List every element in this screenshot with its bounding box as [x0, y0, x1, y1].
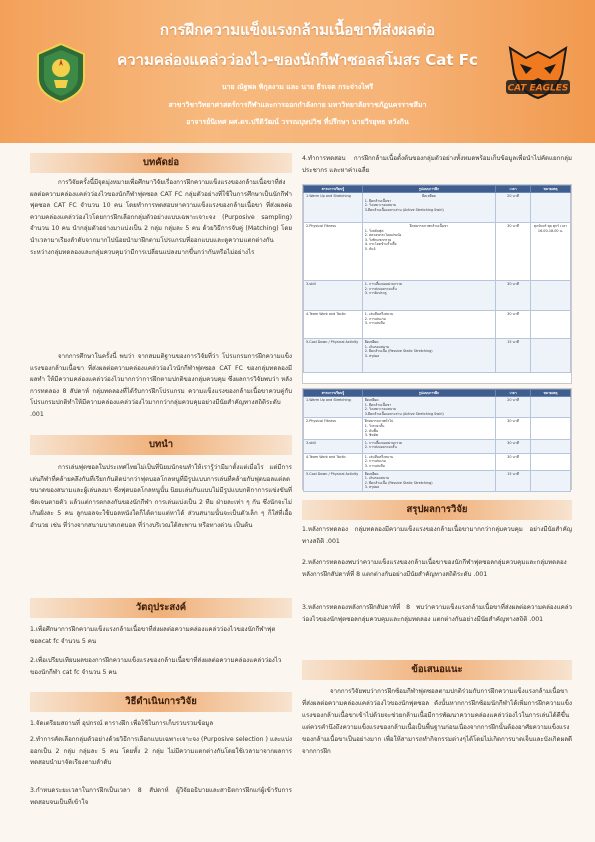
abstract-para1: การวิจัยครั้งนี้มีจุดมุ่งหมายเพื่อศึกษาวิจัยเรื่องการฝึกความแข็งแรงของกล้ามเนื้อขาที่ส่งผลต่อความคล่องแคล่วว่องไวของนักกีฬาฟุตซอล CAT FC กลุ่มตัวอย่างที่ใช้ในการศึกษาเป็นนักกีฬาฟุตซอล CAT FC จำนวน 10 คน โดยทำการทดสอบหาความแข็งแรงของกล้ามเนื้อขา ที่ส่งผลต่อความคล่องแคล่วว่องไวโดยการฝึกเลือกกลุ่มตัวอย่างแบบเฉพาะเจาะจง (Purposive sampling) จำนวน 10 คน นำกลุ่มตัวอย่างมาแบ่งเป็น 2 กลุ่ม กลุ่มละ 5 คน ด้วยวิธีการจับคู่ (Matching) โดยนำเวลามาเรียงลำดับจากมากไปน้อยนำมาฝึกตามโปรแกรมที่ออกแบบและดูความแตกต่างกันระหว่างกลุ่มทดลองและกลุ่มควบคุมว่ามีการเปลี่ยนแปลงมากขึ้นกว่ากันหรือไม่อย่างไร: [30, 179, 292, 256]
table-cell: [362, 281, 496, 311]
cell-line: 2. การส่งบอลระยะสั้น: [364, 286, 397, 291]
abstract-heading: บทคัดย่อ: [30, 153, 292, 173]
table-header: หมายเหตุ: [530, 186, 570, 193]
table-header: เวลา: [496, 186, 531, 193]
suggestions-heading: ข้อเสนอแนะ: [302, 660, 572, 680]
objectives-heading: วัตถุประสงค์: [30, 598, 292, 618]
table-header: รูปแบบการฝึก: [362, 390, 496, 397]
table-cell: 2.Physical Fitness: [304, 418, 363, 439]
cell-line: 1. เดินรอบสนาม: [364, 344, 390, 349]
department: สาขาวิชาวิทยาศาสตร์การกีฬาและการออกกำลังกาย มหาวิทยาลัยราชภัฏนครราชสีมา: [168, 101, 427, 109]
table-cell: [530, 418, 570, 439]
table-cell: 15 นาที: [496, 339, 531, 373]
table-cell: 30 นาที: [496, 223, 531, 281]
result-item-2: 2.หลังการทดลองพบว่าความแข็งแรงของกล้ามเนื้อขาของนักกีฬาฟุตซอลกลุ่มควบคุมและกลุ่มทดลอง หลังการฝึกสัปดาห์ที่ 8 แตกต่างกันอย่างมีนัยสำคัญทางสถิติระดับ .001: [302, 559, 567, 578]
table-row: [304, 470, 571, 491]
table-cell: 2.Physical Fitness: [304, 223, 363, 281]
cell-line: 2. การเล่นเกม: [364, 316, 386, 321]
table-row: [304, 311, 571, 339]
table-cell: 30 นาที: [496, 311, 531, 339]
table-cell: 15 นาที: [496, 470, 531, 491]
table-cell: 20 นาที: [496, 193, 531, 223]
cell-line: 1. เล่นทีมครึ่งสนาม: [364, 312, 394, 316]
abstract-para2: จากการศึกษาในครั้งนี้ พบว่า จากสมมติฐานของการวิจัยที่ว่า โปรแกรมการฝึกความแข็งแรงของกล้ามเนื้อขา ที่ส่งผลต่อความคล่องแคล่วว่องไวนักกีฬาฟุตซอล CAT FC ของกลุ่มทดลองมีผลทำ ให้มีความคล่องแคล่วว่องไวมากกว่าการฝึกตามปกติของกลุ่มควบคุม ซึ่งผลการวิจัยพบว่า หลังการทดลอง 8 สัปดาห์ กลุ่มทดลองที่ได้รับการฝึกโปรแกรม ความแข็งแรงของกล้ามเนื้อขาควบคู่กับโปรแกรมปกติทำให้มีความคล่องแคล่วว่องไวมากกว่ากลุ่มควบคุมอย่างมีนัยสำคัญทางสถิติระดับ .001: [30, 353, 292, 418]
table-cell: 20 นาที: [496, 397, 531, 418]
table-header: สาระการเรียนรู้: [304, 186, 363, 193]
table-cell: [530, 281, 570, 311]
table-cell: [530, 397, 570, 418]
cell-line: 2. ยืดกล้ามเนื้อ (Passive Static Stretching): [364, 349, 433, 354]
table-cell: [530, 311, 570, 339]
table-cell: 3.skill: [304, 439, 363, 453]
advisors: อาจารย์นิเทศ ผศ.ดร.ปรีดิวัฒน์ วรรณบุษปวิช ที่ปรึกษา นายวีรยุทธ หวังกิน: [186, 118, 409, 126]
table-cell: 5.Cool Down / Physical Activity: [304, 339, 363, 373]
table-cell: [530, 470, 570, 491]
cell-line: ยืดเหยียด: [422, 194, 436, 198]
method-heading: วิธีดำเนินการวิจัย: [30, 692, 292, 712]
table-cell: 30 นาที: [496, 453, 531, 470]
university-logo-icon: [32, 42, 90, 104]
cell-line: 2. ยืดกล้ามเนื้อ (Passive Static Stretching): [364, 480, 433, 485]
cell-line: 2. วิ่งเหยาะรอบสนาม: [364, 407, 397, 412]
intro-heading: บทนำ: [30, 435, 292, 455]
objective-item-2: 2.เพื่อเปรียบเทียบผลของการฝึกความแข็งแรงของกล้ามเนื้อขาที่ส่งผลต่อความคล่องแคล่วว่องไวของนักกีฬา cat fc จำนวน 5 คน: [30, 657, 282, 676]
cell-line: 3. สรุปผล: [364, 485, 380, 490]
cell-line: 3. ซิทอัพ: [364, 433, 378, 438]
table-cell: 30 นาที: [496, 418, 531, 439]
table-cell: [362, 397, 496, 418]
cell-line: ยืดเหยียด: [364, 471, 379, 476]
table-row: [304, 281, 571, 311]
cell-line: 1. วิ่งสลับฟุต: [364, 228, 384, 233]
table-cell: [362, 339, 496, 373]
cell-line: 2. ดันพื้น: [364, 428, 379, 433]
poster-title-line1: การฝึกความแข็งแรงกล้ามเนื้อขาที่ส่งผลต่อ: [159, 21, 436, 39]
table-row: [304, 453, 571, 470]
results-heading: สรุปผลการวิจัย: [302, 500, 572, 520]
cell-line: 3. การยิงประตู: [364, 291, 387, 296]
method-item-3: 3.กำหนดระยะเวลาในการฝึกเป็นเวลา 8 สัปดาห์ ผู้วิจัยอธิบายและสาธิตการฝึกแก่ผู้เข้ารับการทดสอบจนเป็นที่เข้าใจ: [30, 787, 292, 806]
result-item-3: 3.หลังการทดลองหลังการฝึกสัปดาห์ที่ 8 พบว่าความแข็งแรงกล้ามเนื้อขาที่ส่งผลต่อความคล่องแคล่วว่องไวของนักฟุตซอลกลุ่มควบคุมและกลุ่มทดลอง แตกต่างกันอย่างมีนัยสำคัญทางสถิติ .001: [302, 604, 572, 623]
cell-line: 1. วิ่งระยะสั้น: [364, 423, 385, 428]
table-row: [304, 193, 571, 223]
table-row: [304, 339, 571, 373]
table-header: สาระการเรียนรู้: [304, 390, 363, 397]
intro-para1: การเล่นฟุตซอลในประเทศไทยไม่เป็นที่นิยมนักจนทำให้เรารู้ว่ามีมาตั้งแต่เมื่อไร แต่มีการเล่นกีฬาที่คล้ายคลึงกันที่เรียกกันติดปากว่าฟุตบอลโกลหนูที่มีรูปแบบการเล่นที่คล้ายกับฟุตบอลแต่ลดขนาดของสนามและผู้เล่นลงมา ซึ่งฟุตบอลโกลหนูนั้น นิยมเล่นกันแบบไม่มีรูปแบบกติกาการแข่งขันที่ชัดเจนตายตัว แล้วแต่การตกลงกันของนักกีฬา การเล่นแบ่งเป็น 2 ทีม ฝ่ายละเท่า ๆ กัน ซึ่งนักจะไม่เกินฝั่งละ 5 คน ลูกบอลจะใช้บอลหนังใดก็ได้ตามแต่หาได้ ส่วนสนามนั้นจะเป็นตัวเล็ก ๆ ก็ใส่ที่เอื้ออำนวย เช่น ที่ว่างจากสนามบาสเกตบอล ที่ว่างบริเวณใต้สะพาน หรือทางด่วน เป็นต้น: [30, 464, 292, 529]
cell-line: 2. การส่งบอลระยะสั้น: [364, 445, 397, 450]
cell-line: 1. ยืดกล้ามเนื้อขา: [364, 402, 392, 407]
table-row: [304, 397, 571, 418]
table-cell: [530, 193, 570, 223]
cell-line: 2. การเล่นเกม: [364, 459, 386, 464]
table-cell: 30 นาที: [496, 281, 531, 311]
cell-line: ยืดเหยียด: [364, 398, 379, 402]
cell-line: 2. สควอทกระโดดฝาผนัง: [364, 233, 402, 238]
table-cell: 1.Warm Up and Stretching: [304, 397, 363, 418]
table-cell: 4.Team Work and Tactic: [304, 453, 363, 470]
table-cell: [362, 470, 496, 491]
table-cell: [362, 418, 496, 439]
table-cell: 5.Cool Down / Physical Activity: [304, 470, 363, 491]
cell-line: 5. ลันจ์: [364, 246, 376, 251]
cell-line: 3.ยืดกล้ามเนื้อเฉพาะส่วน (Active Stretching Swirl): [364, 411, 444, 416]
table-cell: 30 นาที: [496, 439, 531, 453]
cell-line: ฝึกสมรรถภาพทั่วไป: [364, 419, 394, 424]
cell-line: 3. วิ่งซิกแซกกรวย: [364, 237, 392, 242]
table-row: [304, 439, 571, 453]
cell-line: 3.ยืดกล้ามเนื้อเฉพาะส่วน (Active Stretching Swirl): [364, 207, 444, 212]
table-row: [304, 223, 571, 281]
table-cell: [362, 453, 496, 470]
svg-text:CAT EAGLES: CAT EAGLES: [507, 83, 569, 94]
table-cell: [362, 193, 496, 223]
table-cell: 1.Warm Up and Stretching: [304, 193, 363, 223]
cell-line: 3. การเล่นทีม: [364, 321, 385, 326]
table-cell: 3.skill: [304, 281, 363, 311]
cell-line: 4. กระโดดข้ามรั้วเตี้ย: [364, 242, 397, 247]
cell-line: 1. การเลี้ยงบอลผ่านกรวย: [364, 440, 402, 445]
training-table-experimental: [302, 184, 572, 384]
result-item-1: 1.หลังการทดลอง กลุ่มทดลองมีความแข็งแรงของกล้ามเนื้อขามากกว่ากลุ่มควบคุม อย่างมีนัยสำคัญทางสถิติ .001: [302, 526, 572, 545]
table-cell: [362, 311, 496, 339]
table-cell: ทุกจันทร์ พุธ ศุกร์ เวลา 16.00-18.00 น.: [530, 223, 570, 281]
table-header: เวลา: [496, 390, 531, 397]
cell-line: 1. การเลี้ยงบอลผ่านกรวย: [364, 282, 402, 286]
table-cell: [530, 439, 570, 453]
objective-item-1: 1.เพื่อศึกษาการฝึกความแข็งแรงกล้ามเนื้อขาที่ส่งผลต่อความคล่องแคล่วว่องไวของนักกีฬาฟุตซอลcat fc จำนวน 5 คน: [30, 626, 276, 645]
method-item-1: 1.จัดเตรียมสถานที่ อุปกรณ์ ตารางฝึก เพื่อใช้ในการเก็บรวบรวมข้อมูล: [30, 720, 214, 727]
table-row: [304, 418, 571, 439]
table-header: หมายเหตุ: [530, 390, 570, 397]
table-cell: 4.Team Work and Tactic: [304, 311, 363, 339]
cell-line: 2. วิ่งเหยาะรอบสนาม: [364, 203, 397, 208]
club-logo-icon: [504, 44, 572, 102]
cell-line: 3. สรุปผล: [364, 353, 380, 358]
table-cell: [362, 223, 496, 281]
table-cell: [362, 439, 496, 453]
cell-line: 1. เล่นทีมครึ่งสนาม: [364, 454, 394, 459]
cell-line: 3. การเล่นทีม: [364, 463, 385, 468]
cell-line: ฝึกสมรรถภาพกล้ามเนื้อขา: [409, 224, 449, 228]
poster-title-line2: ความคล่องแคล่วว่องไว-ของนักกีฬาซอลสโมสร Cat Fc: [117, 51, 478, 69]
authors: นาย ณัฐพล พิกุลงาม และ นาย ธีรเจต กระจ่างไพรี: [221, 83, 374, 91]
method-item-4: 4.ทำการทดสอบ การฝึกกล้ามเนื้อตั้งต้นของกลุ่มตัวอย่างทั้งหมดพร้อมเก็บข้อมูลเพื่อนำไปคัดแยกกลุ่มประชากร และหาค่าเฉลี่ย: [302, 155, 572, 174]
table-cell: [530, 339, 570, 373]
training-table-control: [302, 388, 572, 490]
cell-line: ยืดเหยียด: [364, 340, 379, 344]
cell-line: 1. เดินรอบสนาม: [364, 476, 390, 481]
table-cell: [530, 453, 570, 470]
method-item-2: 2.ทำการคัดเลือกกลุ่มตัวอย่างด้วยวิธีการเลือกแบบเฉพาะเจาะจง (Purposive selection ) และแบ่งออกเป็น 2 กลุ่ม กลุ่มละ 5 คน โดยทั้ง 2 กลุ่ม ไม่มีความแตกต่างกันโดยใช้เวลามาจากผลการทดสอบนำมาจัดเรียงตามลำดับ: [30, 736, 292, 767]
table-header: รูปแบบการฝึก: [362, 186, 496, 193]
cell-line: 1. ยืดกล้ามเนื้อขา: [364, 198, 392, 203]
suggestions-para1: จากการวิจัยพบว่าการฝึกซ้อมกีฬาฟุตซอลตามปกติร่วมกับการฝึกความแข็งแรงกล้ามเนื้อขา ที่ส่งผลต่อความคล่องแคล่วว่องไวของนักฟุตซอล ดังนั้นหากการฝึกซ้อมนักกีฬาได้เพิ่มการฝึกความแข็งแรงของกล้ามเนื้อขาเข้าไปด้วยจะช่วยกล้ามเนื้อมีการพัฒนาความคล่องแคล่วว่องไวในการเล่นได้ดีขึ้น แต่ควรคำนึงถึงความแข็งแรงของกล้ามเนื้อเป็นพื้นฐานก่อนเนื่องจากการฝึกนั้นต้องอาศัยความแข็งแรงของกล้ามเนื้อขาเป็นอย่างมาก เพื่อให้สามารถทำกิจกรรมต่างๆได้โดยไม่เกิดการบาดเจ็บและบังเกิดผลดีจากการฝึก: [302, 688, 572, 755]
